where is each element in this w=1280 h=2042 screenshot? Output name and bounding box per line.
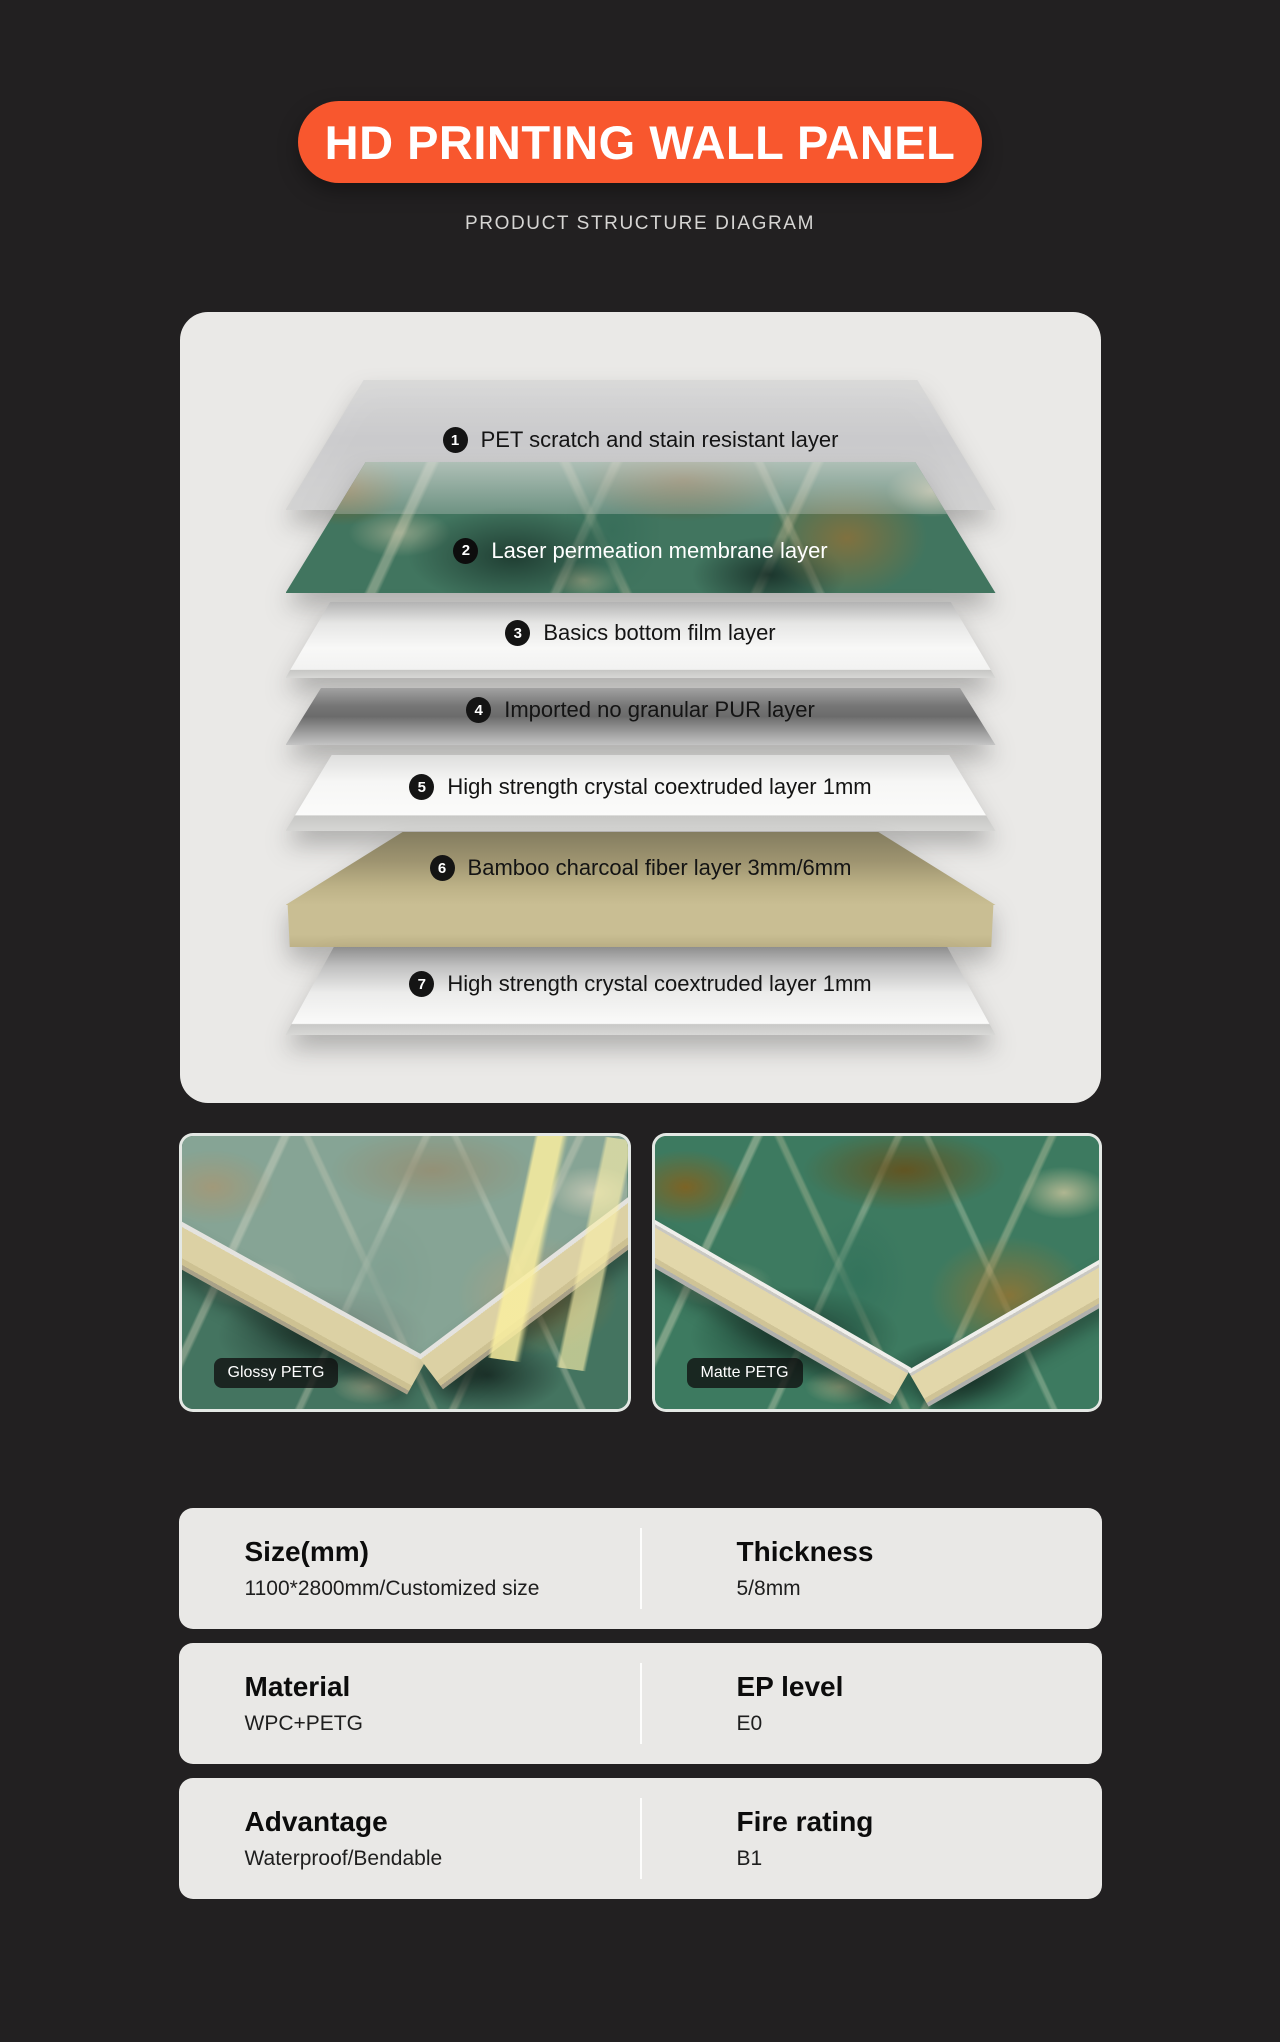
layer-6-bamboo-charcoal: [286, 832, 996, 947]
spec-value: 1100*2800mm/Customized size: [244, 1577, 540, 1600]
layer-3-label-row: [505, 620, 775, 660]
layer-1-label-row: [443, 427, 839, 463]
layer-number-badge: 3: [505, 620, 530, 646]
spec-title: Thickness: [736, 1536, 874, 1567]
spec-card-material-ep: [179, 1643, 1102, 1764]
spec-title: Fire rating: [736, 1806, 874, 1837]
card-divider: [640, 1528, 642, 1609]
layer-4-label-row: [466, 697, 815, 736]
layer-5-crystal-top: [286, 755, 996, 831]
photo-matte-petg: [652, 1133, 1102, 1412]
spec-card-advantage-fire: [179, 1778, 1102, 1899]
layer-2-membrane: [286, 462, 996, 593]
layer-label: PET scratch and stain resistant layer: [480, 427, 839, 452]
layer-number-badge: 7: [409, 971, 434, 997]
layer-2-label-row: [453, 492, 827, 564]
layer-7-crystal-bottom: [286, 947, 996, 1035]
title-banner: [298, 101, 982, 183]
spec-title: Material: [244, 1671, 351, 1702]
card-divider: [640, 1798, 642, 1879]
photo-glossy-petg: [179, 1133, 631, 1412]
layer-number-badge: 1: [443, 427, 468, 453]
page-subtitle: PRODUCT STRUCTURE DIAGRAM: [465, 213, 815, 234]
layer-label: High strength crystal coextruded layer 1mm: [447, 971, 872, 996]
layer-number-badge: 5: [409, 774, 434, 800]
structure-diagram: [180, 312, 1101, 1103]
spec-title: EP level: [736, 1671, 844, 1702]
page-title: HD PRINTING WALL PANEL: [324, 115, 956, 169]
layer-number-badge: 2: [453, 538, 478, 564]
spec-advantage: [179, 1806, 610, 1871]
layer-5-label-row: [409, 774, 871, 812]
spec-fire-rating: [610, 1806, 1102, 1871]
layer-3-bottom-film: [286, 602, 996, 678]
photo-row: [179, 1133, 1102, 1412]
layer-6-front-face: [286, 905, 996, 947]
spec-value: B1: [736, 1847, 763, 1870]
spec-card-size-thickness: [179, 1508, 1102, 1629]
layer-label: High strength crystal coextruded layer 1mm: [447, 774, 872, 799]
spec-material: [179, 1671, 610, 1736]
photo-label-badge: Glossy PETG: [214, 1358, 339, 1388]
spec-value: 5/8mm: [736, 1577, 801, 1600]
spec-value: Waterproof/Bendable: [244, 1847, 443, 1870]
layer-number-badge: 6: [430, 855, 455, 881]
layer-shape-wrap: [286, 832, 996, 947]
layer-6-label-row: [286, 855, 996, 881]
spec-title: Size(mm): [244, 1536, 369, 1567]
layer-label: Bamboo charcoal fiber layer 3mm/6mm: [467, 855, 852, 880]
layer-7-label-row: [409, 971, 871, 1011]
light-reflection: [431, 1133, 631, 1374]
spec-thickness: [610, 1536, 1102, 1601]
layer-number-badge: 4: [466, 697, 491, 723]
layer-label: Imported no granular PUR layer: [504, 697, 815, 722]
spec-value: E0: [736, 1712, 763, 1735]
layer-label: Laser permeation membrane layer: [491, 537, 828, 563]
spec-title: Advantage: [244, 1806, 388, 1837]
spec-value: WPC+PETG: [244, 1712, 363, 1735]
layer-4-pur: [286, 688, 996, 745]
photo-label-badge: Matte PETG: [687, 1358, 803, 1388]
spec-ep-level: [610, 1671, 1102, 1736]
spec-size: [179, 1536, 610, 1601]
card-divider: [640, 1663, 642, 1744]
layer-label: Basics bottom film layer: [543, 620, 776, 645]
spec-list: [179, 1508, 1102, 1899]
